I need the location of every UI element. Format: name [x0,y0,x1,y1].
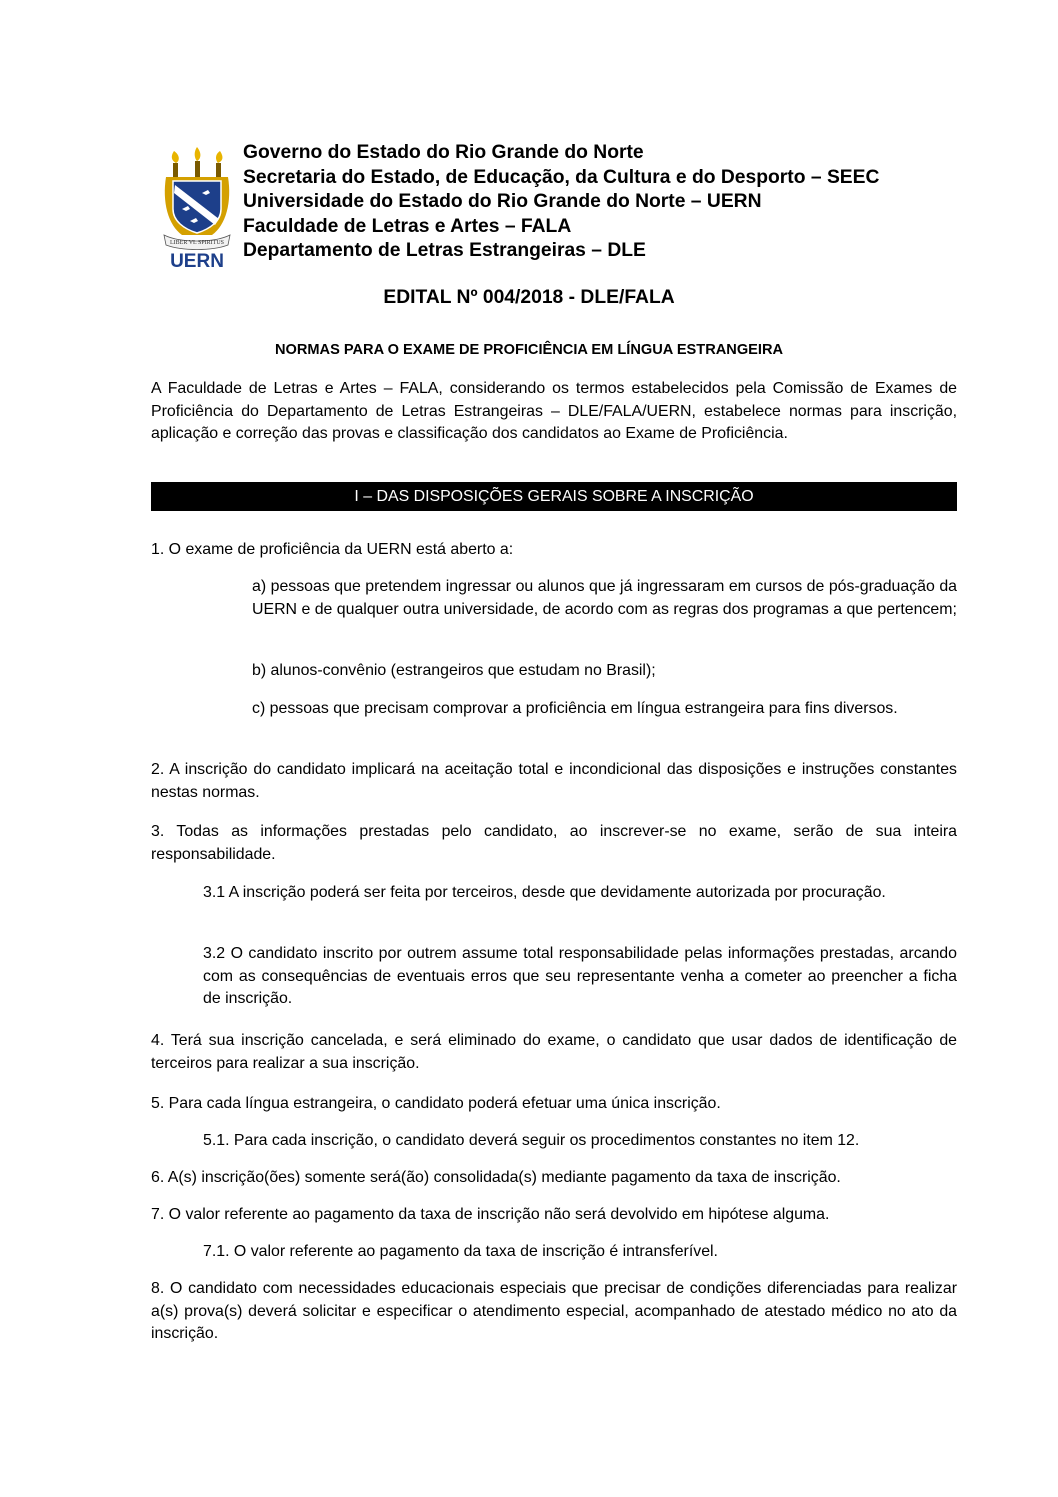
institution-header [243,141,879,264]
item-3-1: 3.1 A inscrição poderá ser feita por terceiros, desde que devidamente autorizada por procuração. [203,884,886,901]
item-1b: b) alunos-convênio (estrangeiros que estudam no Brasil); [252,662,656,679]
header-line-secretariat: Secretaria do Estado, de Educação, da Cultura e do Desporto – SEEC [243,166,880,188]
header-line-faculty: Faculdade de Letras e Artes – FALA [243,215,572,237]
header-line-government: Governo do Estado do Rio Grande do Norte [243,142,644,163]
item-3-2: 3.2 O candidato inscrito por outrem assume total responsabilidade pelas informações prestadas, arcando com as consequências de eventuais erros que seu representante venha a cometer ao preencher a ficha de inscrição. [203,945,957,1008]
item-7: 7. O valor referente ao pagamento da taxa de inscrição não será devolvido em hipótese alguma. [151,1206,830,1223]
item-3: 3. Todas as informações prestadas pelo candidato, ao inscrever-se no exame, serão de sua inteira responsabilidade. [151,823,957,863]
document-header [160,141,980,271]
item-7-1: 7.1. O valor referente ao pagamento da taxa de inscrição é intransferível. [203,1243,718,1260]
item-1a: a) pessoas que pretendem ingressar ou alunos que já ingressaram em cursos de pós-graduação da UERN e de qualquer outra universidade, de acordo com as regras dos programas a que pertencem; [252,578,957,618]
intro-paragraph: A Faculdade de Letras e Artes – FALA, considerando os termos estabelecidos pela Comissão de Exames de Proficiência do Departamento de Letras Estrangeiras – DLE/FALA/UERN, estabelece normas para inscrição, aplicação e correção das provas e classificação dos candidatos ao Exame de Proficiência. [151,380,957,443]
section-heading: I – DAS DISPOSIÇÕES GERAIS SOBRE A INSCRIÇÃO [151,482,957,511]
item-5: 5. Para cada língua estrangeira, o candidato poderá efetuar uma única inscrição. [151,1095,721,1112]
item-1c: c) pessoas que precisam comprovar a proficiência em língua estrangeira para fins diversos. [252,700,898,717]
header-line-university: Universidade do Estado do Rio Grande do Norte – UERN [243,191,762,212]
item-6: 6. A(s) inscrição(ões) somente será(ão) consolidada(s) mediante pagamento da taxa de inscrição. [151,1169,841,1186]
item-1: 1. O exame de proficiência da UERN está aberto a: [151,541,514,558]
logo-text: UERN [170,251,224,269]
uern-logo-icon [160,147,234,269]
item-2: 2. A inscrição do candidato implicará na aceitação total e incondicional das disposições e instruções constantes nestas normas. [151,761,957,801]
item-5-1: 5.1. Para cada inscrição, o candidato deverá seguir os procedimentos constantes no item 12. [203,1132,860,1149]
header-line-department: Departamento de Letras Estrangeiras – DLE [243,240,646,261]
item-4: 4. Terá sua inscrição cancelada, e será eliminado do exame, o candidato que usar dados de identificação de terceiros para realizar a sua inscrição. [151,1032,957,1072]
logo-motto: LIBER VL SPIRITUS [169,240,225,246]
document-title: EDITAL Nº 004/2018 - DLE/FALA [383,287,675,308]
document-subtitle: NORMAS PARA O EXAME DE PROFICIÊNCIA EM LÍNGUA ESTRANGEIRA [274,342,784,358]
torch-flames [172,147,223,163]
item-8: 8. O candidato com necessidades educacionais especiais que precisar de condições diferenciadas para realizar a(s) prova(s) deverá solicitar e especificar o atendimento especial, acompanhado de atestado médico no ato da inscrição. [151,1280,957,1343]
